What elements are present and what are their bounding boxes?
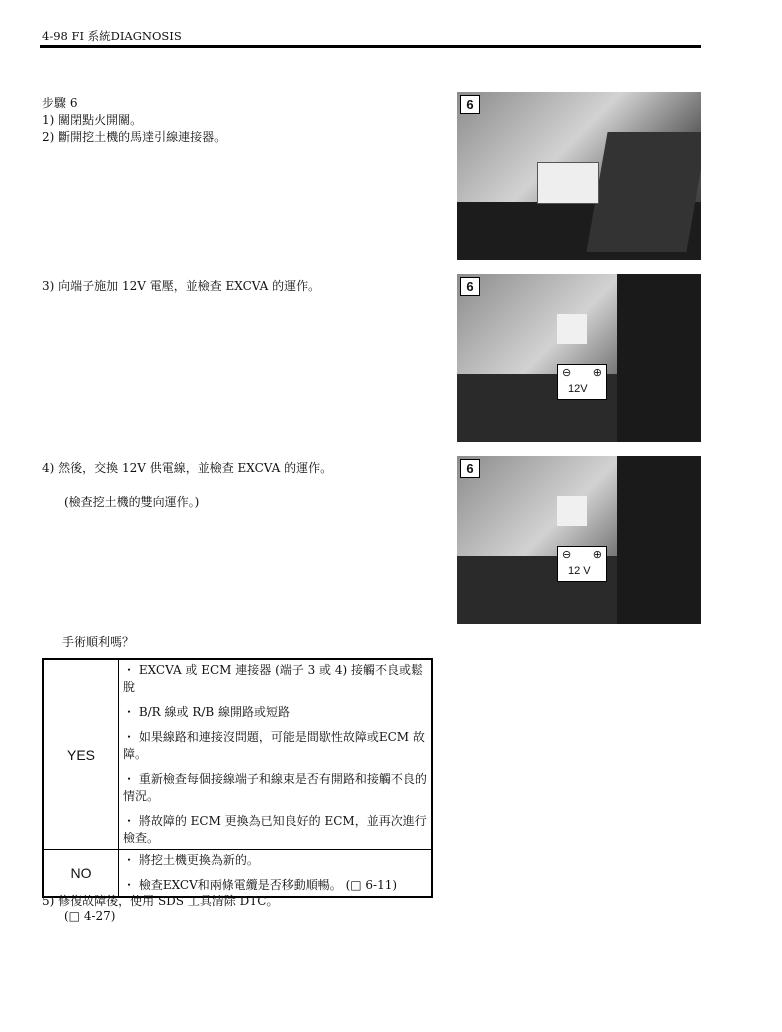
figure-label: 6 <box>460 277 480 296</box>
figure-label: 6 <box>460 459 480 478</box>
battery-voltage: 12V <box>568 383 588 395</box>
no-label: NO <box>43 850 119 898</box>
negative-terminal-icon: ⊖ <box>562 549 572 561</box>
yes-actions <box>119 659 433 850</box>
page-header: 4-98 FI 系統DIAGNOSIS <box>42 29 182 43</box>
step-item-3: 3) 向端子施加 12V 電壓，並檢查 EXCVA 的運作。 <box>42 279 321 293</box>
no-actions <box>119 850 433 898</box>
header-rule <box>40 45 701 48</box>
step-item-1: 1) 關閉點火開關。 <box>42 113 143 127</box>
step-item-5: 5) 修復故障後，使用 SDS 工具清除 DTC。 <box>42 894 279 908</box>
battery-diagram <box>557 546 607 582</box>
battery-diagram <box>557 364 607 400</box>
list-item: ・ 將故障的 ECM 更換為已知良好的 ECM，並再次進行檢查。 <box>123 814 427 845</box>
list-item: ・ 重新檢查每個接線端子和線束是否有開路和接觸不良的情況。 <box>123 772 427 803</box>
list-item: ・ EXCVA 或 ECM 連接器 (端子 3 或 4) 接觸不良或鬆脫 <box>123 663 423 694</box>
figure-apply-12v <box>457 274 701 442</box>
list-item: ・ 檢查EXCV和兩條電纜是否移動順暢。 (□ 6-11) <box>123 878 398 892</box>
positive-terminal-icon: ⊕ <box>592 367 602 379</box>
step-item-4: 4) 然後，交換 12V 供電線，並檢查 EXCVA 的運作。 <box>42 461 333 475</box>
question: 手術順利嗎？ <box>62 635 135 649</box>
step-note: (檢查挖土機的雙向運作。) <box>64 495 200 509</box>
battery-voltage: 12 V <box>568 565 591 577</box>
list-item: ・ 如果線路和連接沒問題，可能是間歇性故障或ECM 故障。 <box>123 730 425 761</box>
figure-swap-12v <box>457 456 701 624</box>
step-item-2: 2) 斷開挖土機的馬達引線連接器。 <box>42 130 227 144</box>
table-row-yes <box>43 659 432 850</box>
negative-terminal-icon: ⊖ <box>562 367 572 379</box>
figure-disconnect-connector <box>457 92 701 260</box>
yes-label: YES <box>43 659 119 850</box>
result-table <box>42 658 433 898</box>
figure-label: 6 <box>460 95 480 114</box>
page-reference: (□ 4-27) <box>64 909 116 923</box>
table-row-no <box>43 850 432 898</box>
positive-terminal-icon: ⊕ <box>592 549 602 561</box>
list-item: ・ 將挖土機更換為新的。 <box>123 853 259 867</box>
list-item: ・ B/R 線或 R/B 線開路或短路 <box>123 705 291 719</box>
step-title: 步驟 6 <box>42 96 78 110</box>
